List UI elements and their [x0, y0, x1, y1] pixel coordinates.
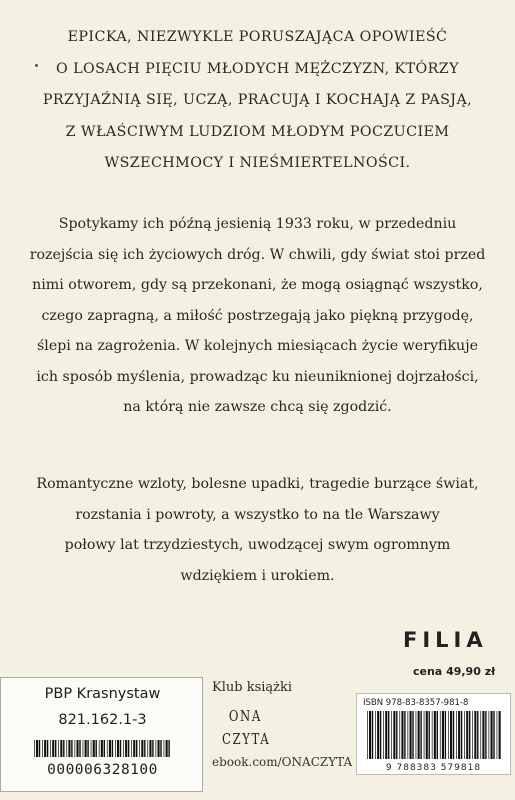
isbn-bar [418, 711, 420, 759]
isbn-bar [472, 711, 473, 759]
isbn-barcode [356, 693, 511, 775]
paragraph-line: rozejścia się ich życiowych dróg. W chwili, gdy świat stoi przed [29, 246, 486, 263]
isbn-bar [442, 711, 444, 759]
isbn-bar [420, 711, 421, 759]
isbn-bar [391, 711, 392, 759]
library-bar [52, 740, 54, 757]
isbn-bar [377, 711, 379, 759]
library-bar [109, 740, 111, 757]
library-bar [120, 740, 121, 757]
library-bar [144, 740, 145, 757]
library-bar [91, 740, 92, 757]
library-bar [83, 740, 84, 757]
blurb-caps [0, 22, 515, 180]
library-bar [68, 740, 70, 757]
library-bar [75, 740, 76, 757]
library-bar [99, 740, 100, 757]
library-bar [117, 740, 119, 757]
isbn-bar [445, 711, 446, 759]
library-bar [123, 740, 124, 757]
blurb-line: O LOSACH PIĘCIU MŁODYCH MĘŻCZYZN, KTÓRZY [56, 60, 459, 77]
description-paragraph-2 [0, 469, 515, 591]
library-bar [112, 740, 113, 757]
price-label: cena 49,90 zł [413, 665, 496, 678]
library-bar [107, 740, 108, 757]
library-bar [139, 740, 140, 757]
library-name: PBP Krasnystaw [44, 686, 161, 702]
library-bar [71, 740, 72, 757]
isbn-bar [458, 711, 460, 759]
isbn-digits: 9 788383 579818 [385, 763, 482, 773]
description-paragraph-1 [0, 209, 515, 423]
isbn-bar [497, 711, 498, 759]
blurb-line: Z WŁAŚCIWYM LUDZIOM MŁODYM POCZUCIEM [65, 123, 450, 140]
isbn-bar [466, 711, 468, 759]
library-barcode-number: 000006328100 [47, 762, 158, 778]
isbn-bar [383, 711, 384, 759]
library-bar [168, 740, 169, 757]
library-bar [39, 740, 40, 757]
isbn-bar [412, 711, 413, 759]
library-bar [166, 740, 168, 757]
isbn-bar [477, 711, 478, 759]
paragraph-line: ślepi na zagrożenia. W kolejnych miesiącach życie weryfikuje [37, 338, 478, 354]
library-bar [36, 740, 38, 757]
paragraph-line: ich sposób myślenia, prowadząc ku nieuniknionej dojrzałości, [36, 368, 479, 385]
library-bar [87, 740, 88, 757]
blurb-line: PRZYJAŹNIĄ SIĘ, UCZĄ, PRACUJĄ I KOCHAJĄ Z PASJĄ, [42, 92, 473, 109]
isbn-bar [482, 711, 484, 759]
isbn-bar [474, 711, 476, 759]
library-bar [85, 740, 87, 757]
library-bar [60, 740, 62, 757]
book-club-label: Klub książki [212, 680, 293, 695]
library-bar [79, 740, 80, 757]
library-bar [131, 740, 132, 757]
facebook-link: ebook.com/ONACZYTA [212, 755, 353, 769]
isbn-bar [429, 711, 430, 759]
isbn-bar [437, 711, 438, 759]
isbn-bar [416, 711, 417, 759]
isbn-bar [393, 711, 395, 759]
isbn-bar [456, 711, 457, 759]
blurb-line: EPICKA, NIEZWYKLE PORUSZAJĄCA OPOWIEŚĆ [67, 29, 448, 45]
isbn-bar [489, 711, 490, 759]
library-barcode-bars [34, 740, 171, 757]
isbn-bar [440, 711, 441, 759]
library-bar [136, 740, 137, 757]
library-bar [93, 740, 95, 757]
paragraph-line: na którą nie zawsze chcą się zgodzić. [123, 399, 392, 415]
paragraph-line: rozstania i powroty, a wszystko to na tle Warszawy [75, 506, 440, 523]
library-bar [58, 740, 59, 757]
paragraph-line: nimi otworem, gdy są przekonani, że mogą osiągnąć wszystko, [32, 277, 483, 293]
isbn-bar [404, 711, 405, 759]
library-bar [152, 740, 153, 757]
logo-line: CZYTA [222, 730, 271, 748]
library-bar [149, 740, 151, 757]
isbn-text: ISBN 978-83-8357-981-8 [363, 698, 469, 708]
paragraph-line: połowy lat trzydziestych, uwodzącej swym ogromnym [64, 537, 451, 553]
isbn-bar [369, 711, 371, 759]
isbn-bar [485, 711, 486, 759]
library-bar [160, 740, 161, 757]
isbn-bar [375, 711, 376, 759]
paragraph-line: czego zapragną, a miłość postrzegają jako piękną przygodę, [41, 307, 474, 324]
library-bar [96, 740, 97, 757]
library-bar [50, 740, 51, 757]
isbn-barcode-bars [367, 711, 501, 759]
library-bar [164, 740, 165, 757]
isbn-bar [388, 711, 389, 759]
isbn-bar [461, 711, 462, 759]
isbn-bar [491, 711, 493, 759]
library-sticker [0, 677, 203, 792]
isbn-bar [499, 711, 501, 759]
library-bar [147, 740, 148, 757]
isbn-bar [399, 711, 400, 759]
isbn-bar [367, 711, 368, 759]
isbn-bar [448, 711, 449, 759]
paragraph-line: Spotykamy ich późną jesienią 1933 roku, w przededniu [58, 216, 457, 232]
library-bar [125, 740, 127, 757]
library-bar [55, 740, 56, 757]
isbn-bar [493, 711, 494, 759]
library-bar [141, 740, 143, 757]
isbn-bar [426, 711, 428, 759]
library-bar [104, 740, 105, 757]
library-bar [34, 740, 35, 757]
library-bar [156, 740, 157, 757]
ona-czyta-logo [222, 705, 269, 751]
isbn-bar [424, 711, 425, 759]
library-bar [133, 740, 135, 757]
library-bar [42, 740, 43, 757]
library-bar [77, 740, 79, 757]
isbn-bar [434, 711, 436, 759]
isbn-bar [480, 711, 481, 759]
isbn-bar [453, 711, 454, 759]
library-bar [128, 740, 129, 757]
library-bar [44, 740, 46, 757]
isbn-bar [432, 711, 433, 759]
library-bar [101, 740, 103, 757]
library-bar [158, 740, 160, 757]
library-bar [47, 740, 48, 757]
isbn-bar [464, 711, 465, 759]
isbn-bar [380, 711, 381, 759]
publisher-logo: FILIA [403, 628, 488, 652]
isbn-bar [469, 711, 470, 759]
isbn-bar [385, 711, 387, 759]
paragraph-line: wdziękiem i urokiem. [180, 567, 335, 584]
blurb-line: WSZECHMOCY I NIEŚMIERTELNOŚCI. [104, 155, 411, 172]
isbn-bar [396, 711, 397, 759]
isbn-bar [401, 711, 403, 759]
call-number: 821.162.1-3 [58, 712, 147, 728]
library-bar [66, 740, 67, 757]
logo-line: ONA [228, 707, 262, 725]
isbn-bar [408, 711, 409, 759]
library-bar [63, 740, 64, 757]
isbn-bar [372, 711, 373, 759]
isbn-bar [410, 711, 412, 759]
isbn-bar [450, 711, 452, 759]
library-bar [115, 740, 116, 757]
paragraph-line: Romantyczne wzloty, bolesne upadki, tragedie burzące świat, [36, 476, 479, 492]
